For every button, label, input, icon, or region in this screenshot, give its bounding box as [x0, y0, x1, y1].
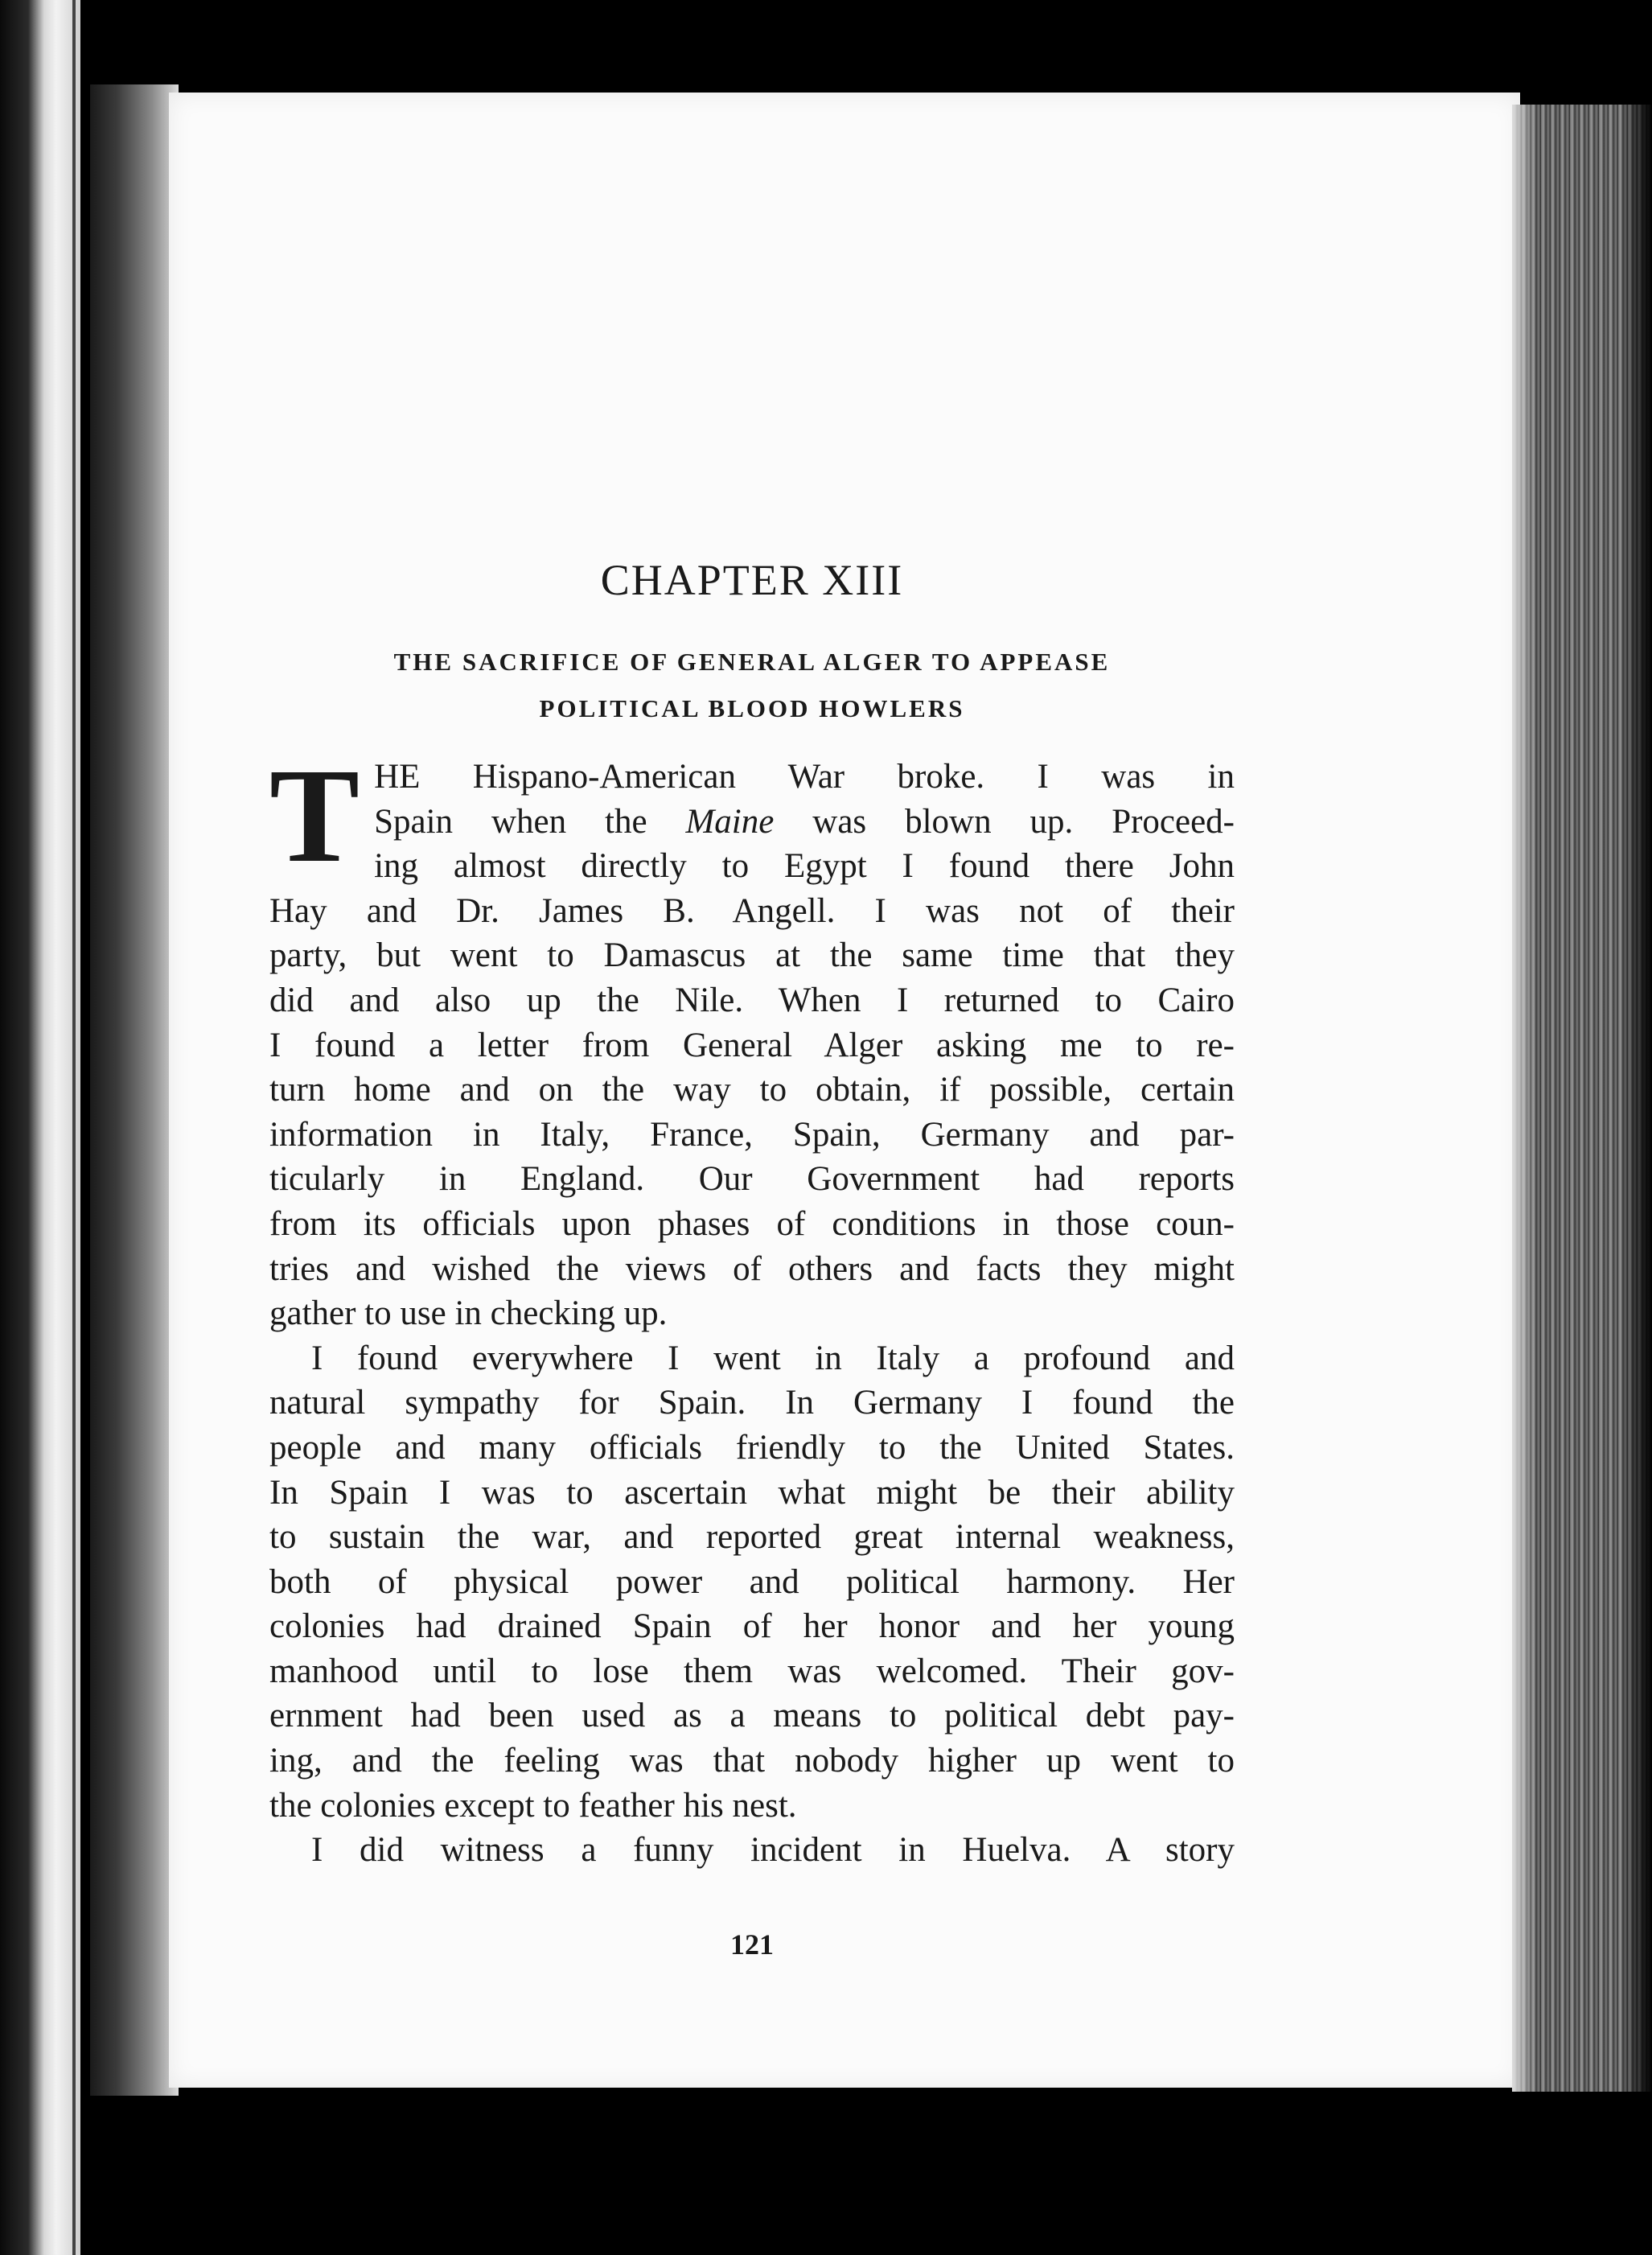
text-line: I found everywhere I went in Italy a profound and	[311, 1339, 1235, 1377]
drop-cap: T	[269, 741, 360, 891]
text-line: manhood until to lose them was welcomed. Their gov-	[269, 1652, 1235, 1690]
text-line: ing almost directly to Egypt I found there John	[374, 847, 1235, 886]
drop-cap-lines	[374, 755, 1235, 889]
text-line: both of physical power and political harmony. Her	[269, 1562, 1235, 1601]
ship-name: Maine	[685, 802, 775, 841]
page-stack-edge	[1512, 105, 1652, 2092]
text-line: HE Hispano-American War broke. I was in	[374, 758, 1235, 796]
paragraph	[269, 1828, 1235, 1873]
text-line: the colonies except to feather his nest.	[269, 1786, 797, 1825]
body-text	[269, 741, 1235, 1873]
text-line: information in Italy, France, Spain, Germany and par-	[269, 1115, 1235, 1154]
gutter-shadow	[90, 84, 179, 2096]
chapter-title: CHAPTER XIII	[600, 556, 904, 604]
facing-page-edge	[0, 0, 80, 2255]
page-content	[269, 555, 1235, 1961]
text-line: party, but went to Damascus at the same time that they	[269, 936, 1235, 975]
text-line: ernment had been used as a means to political debt pay-	[269, 1697, 1235, 1735]
text-line: ing, and the feeling was that nobody higher up went to	[269, 1742, 1235, 1780]
paragraph	[269, 1336, 1235, 1829]
subtitle-line: POLITICAL BLOOD HOWLERS	[539, 694, 965, 722]
text-line	[374, 800, 1235, 845]
paragraph	[269, 741, 1235, 1336]
text-line: did and also up the Nile. When I returned to Cairo	[269, 981, 1235, 1019]
text-line: ticularly in England. Our Government had reports	[269, 1160, 1235, 1199]
page-number: 121	[730, 1928, 774, 1961]
text-run: Spain when the	[374, 802, 686, 841]
text-line: I did witness a funny incident in Huelva. A story	[311, 1831, 1235, 1870]
subtitle-line: THE SACRIFICE OF GENERAL ALGER TO APPEASE	[393, 648, 1111, 676]
text-line: colonies had drained Spain of her honor and her young	[269, 1607, 1235, 1646]
chapter-subtitle	[269, 639, 1235, 732]
text-line: I found a letter from General Alger asking me to re-	[269, 1026, 1235, 1064]
text-line: to sustain the war, and reported great internal weakness,	[269, 1518, 1235, 1557]
text-line: In Spain I was to ascertain what might be their ability	[269, 1473, 1235, 1512]
text-line: Hay and Dr. James B. Angell. I was not of their	[269, 891, 1235, 930]
text-line: tries and wished the views of others and facts they might	[269, 1249, 1235, 1288]
text-line: from its officials upon phases of conditions in those coun-	[269, 1204, 1235, 1243]
text-run: was blown up. Proceed-	[774, 802, 1235, 841]
text-line: gather to use in checking up.	[269, 1294, 668, 1333]
text-line: turn home and on the way to obtain, if possible, certain	[269, 1071, 1235, 1109]
text-line: people and many officials friendly to the United States.	[269, 1428, 1235, 1467]
text-line: natural sympathy for Spain. In Germany I found the	[269, 1384, 1235, 1422]
